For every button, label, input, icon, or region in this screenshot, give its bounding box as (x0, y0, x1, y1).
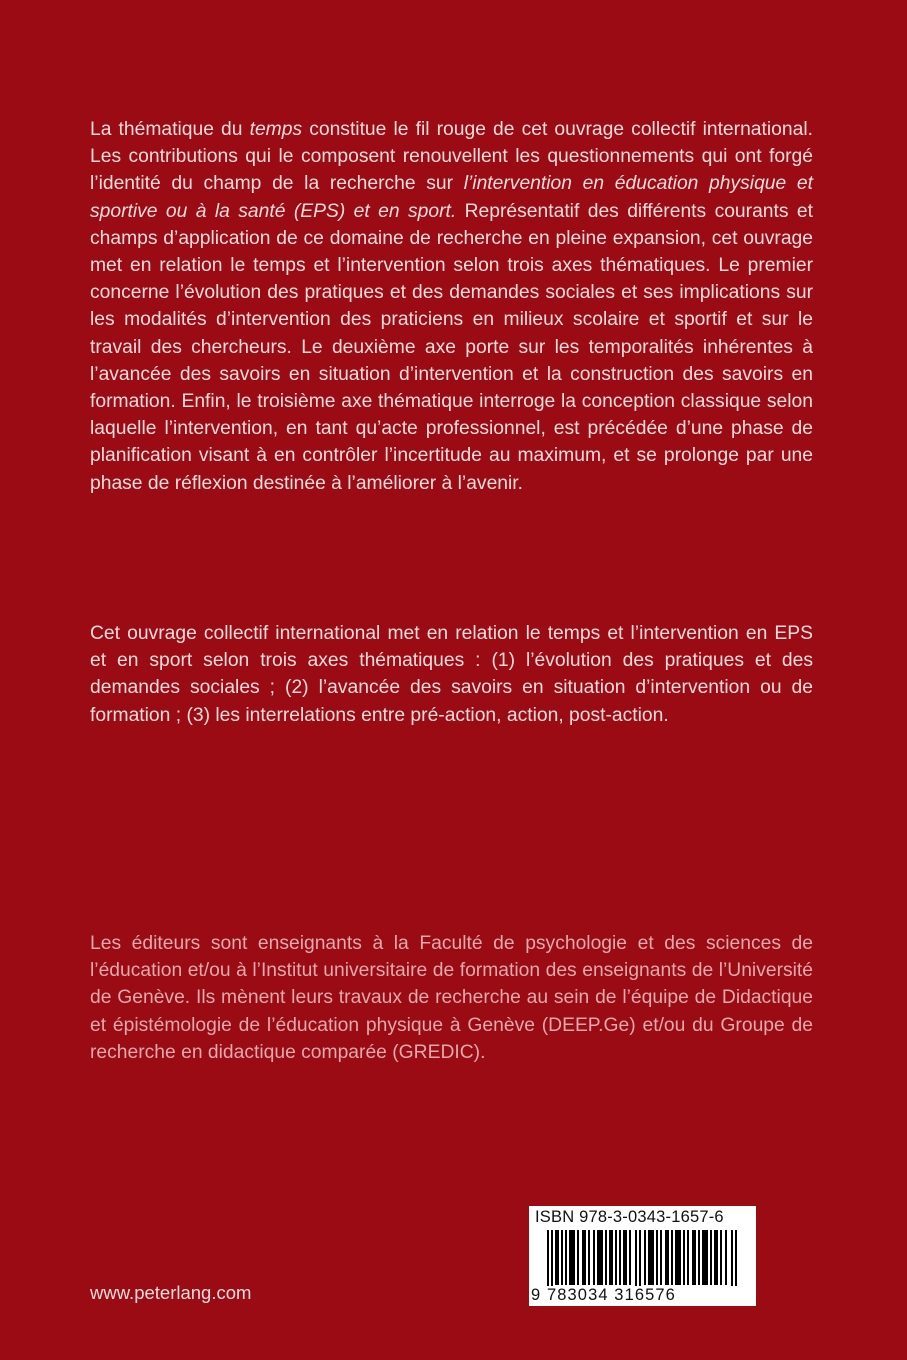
barcode-icon (547, 1230, 743, 1292)
editors-text: Les éditeurs sont enseignants à la Faculté de psychologie et des sciences de l’éducation et/ou à l’Institut universitaire de formation des enseignants de l’Université de Genève. Ils mènent leurs travaux de recherche au sein de l’équipe de Didactique et épistémologie de l’éducation physique à Genève (DEEP.Ge) et/ou du Groupe de recherche en didactique comparée (GREDIC). (90, 933, 813, 1063)
description-text-start: La thématique du (90, 119, 250, 140)
summary-text: Cet ouvrage collectif international met en relation le temps et l’intervention en EPS et en sport selon trois axes thématiques : (1) l’évolution des pratiques et des demandes sociales ; (2) l’avancée des savoirs en situation d’intervention ou de formation ; (3) les interrelations entre pré-action, action, post-action. (90, 623, 813, 726)
description-text-middle: constitue le fil rouge de cet ouvrage collectif international. Les contributions qui le composent renouvellent les questionnements qui ont forgé l’identité du champ de la recherche sur (90, 119, 813, 195)
description-paragraph-1 (90, 116, 813, 497)
description-paragraph-2 (90, 620, 813, 729)
description-text-end: Représentatif des différents courants et champs d’application de ce domaine de recherche en pleine expansion, cet ouvrage met en relation le temps et l’intervention selon trois axes thématiques. Le premier concerne l’évolution des pratiques et des demandes sociales et ses implications sur les modalités d’intervention des praticiens en milieux scolaire et sportif et sur le travail des chercheurs. Le deuxième axe porte sur les temporalités inhérentes à l’avancée des savoirs en situation d’intervention et la construction des savoirs en formation. Enfin, le troisième axe thématique interroge la conception classique selon laquelle l’intervention, en tant qu’acte professionnel, est précédée d’une phase de planification visant à en contrôler l’incertitude au maximum, et se prolonge par une phase de réflexion destinée à l’améliorer à l’avenir. (90, 200, 813, 494)
isbn-barcode-box (529, 1206, 756, 1306)
description-emphasis-field: l’intervention en éducation physique et sportive ou à la santé (EPS) et en sport. (90, 173, 813, 222)
isbn-label: ISBN 978-3-0343-1657-6 (535, 1208, 724, 1226)
isbn-digits: 9 783034 316576 (531, 1286, 753, 1305)
publisher-website[interactable]: www.peterlang.com (90, 1282, 252, 1303)
editors-paragraph (90, 930, 813, 1066)
description-emphasis-temps: temps (249, 119, 303, 140)
